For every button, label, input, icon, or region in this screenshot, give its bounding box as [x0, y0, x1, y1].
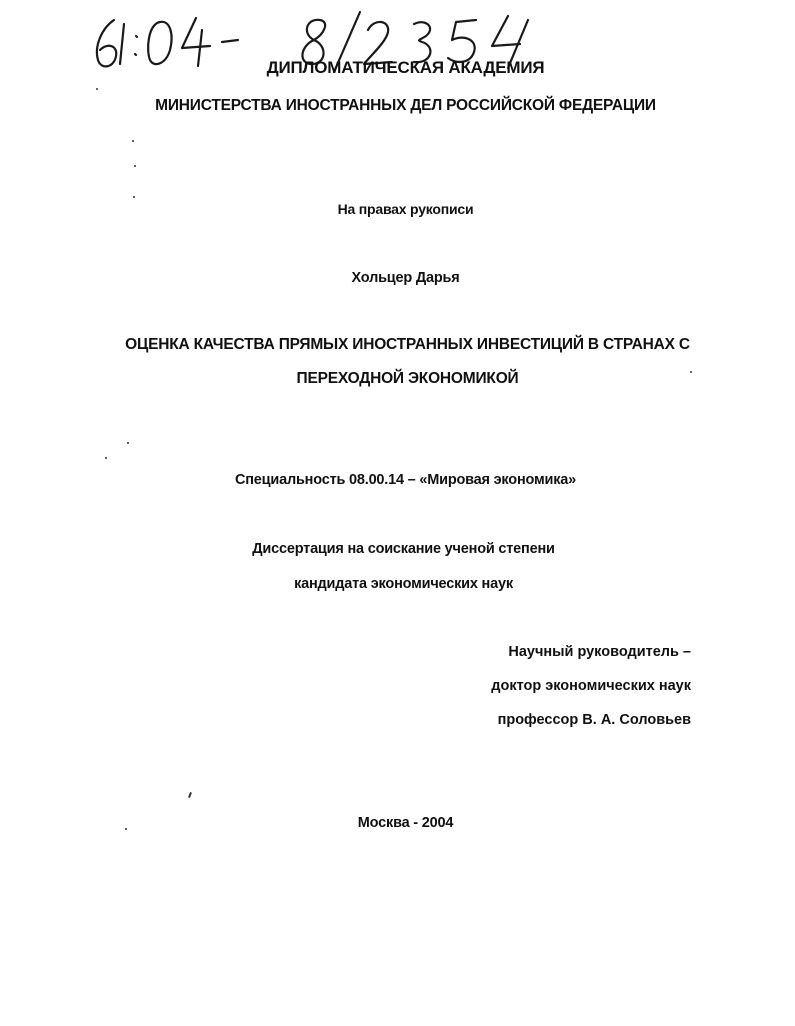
scan-speck [132, 140, 134, 142]
author-name: Хольцер Дарья [351, 270, 460, 286]
scan-speck [127, 442, 129, 444]
institution-name: ДИПЛОМАТИЧЕСКАЯ АКАДЕМИЯ [266, 58, 545, 77]
supervisor-degree: доктор экономических наук [491, 678, 691, 694]
scan-speck [188, 792, 192, 798]
ministry-name: МИНИСТЕРСТВА ИНОСТРАННЫХ ДЕЛ РОССИЙСКОЙ ФЕДЕРАЦИИ [155, 97, 656, 114]
dissertation-title-line-1: ОЦЕНКА КАЧЕСТВА ПРЯМЫХ ИНОСТРАННЫХ ИНВЕСТИЦИЙ В СТРАНАХ С [125, 336, 690, 353]
scan-speck [125, 828, 127, 830]
supervisor-name: профессор В. А. Соловьев [497, 712, 691, 728]
scan-speck [133, 196, 135, 198]
supervisor-role: Научный руководитель – [508, 644, 691, 660]
place-and-year: Москва - 2004 [357, 815, 454, 831]
specialty: Специальность 08.00.14 – «Мировая экономика» [234, 472, 577, 488]
scan-speck [134, 165, 136, 167]
scan-speck [96, 88, 98, 90]
rights-note: На правах рукописи [337, 201, 474, 217]
scan-speck [690, 371, 692, 373]
dissertation-title-line-2: ПЕРЕХОДНОЙ ЭКОНОМИКОЙ [296, 370, 519, 387]
scan-speck [105, 457, 107, 459]
degree-statement-line-2: кандидата экономических наук [294, 576, 513, 592]
degree-statement-line-1: Диссертация на соискание ученой степени [252, 541, 555, 557]
